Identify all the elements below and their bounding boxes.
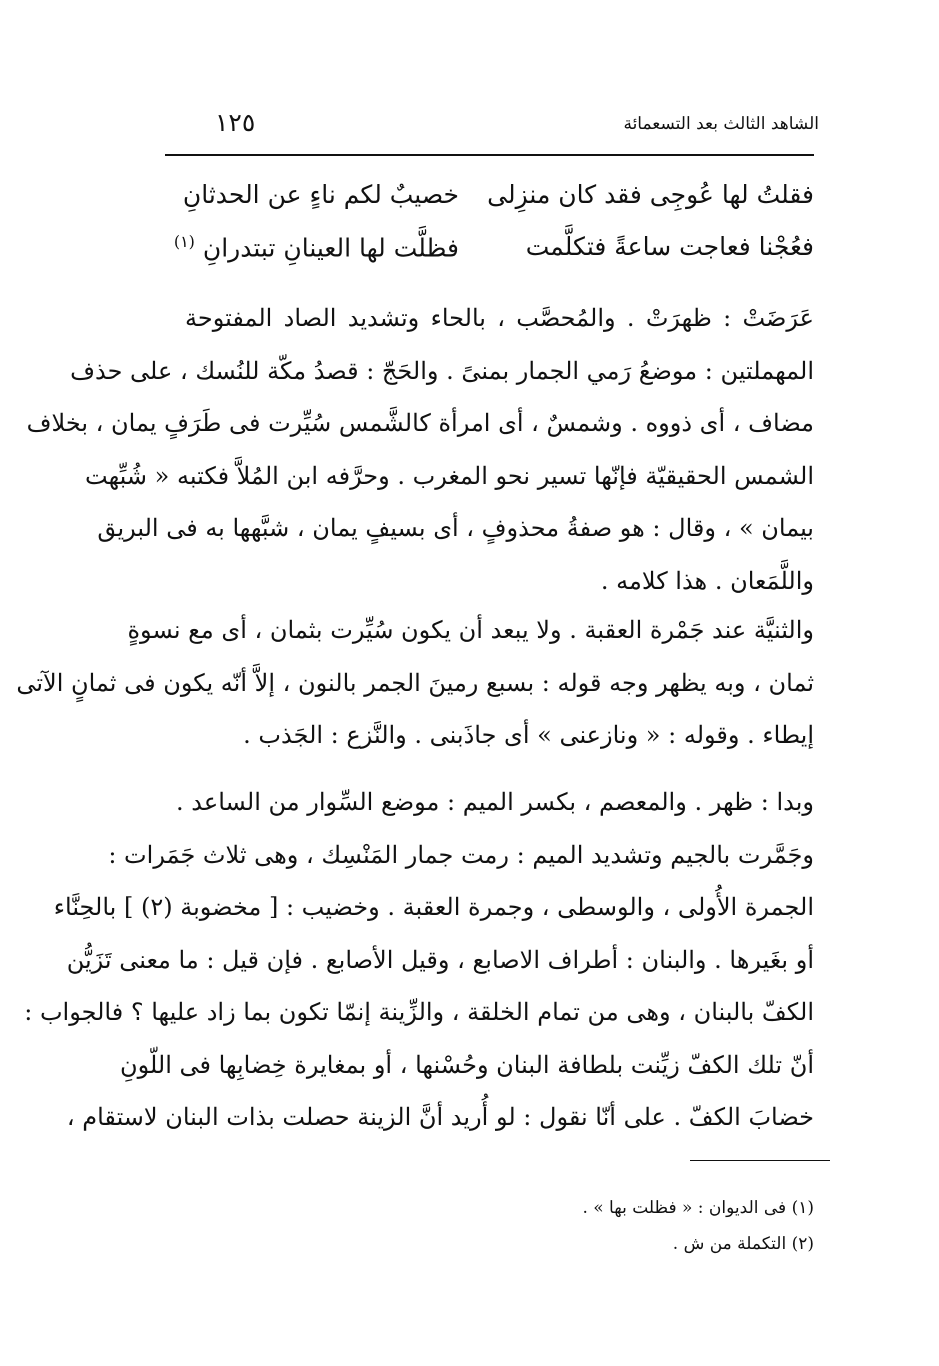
text-line: الشمس الحقيقيّة فإنّها تسير نحو المغرب . وحرَّفه ابن المُلاَّ فكتبه « شُبِّهت (85, 461, 814, 490)
text-line: عَرَضَتْ : ظهرَتْ . والمُحصَّب ، بالحاء وتشديد الصاد المفتوحة (185, 304, 814, 332)
text-line: إيطاء . وقوله : « ونازعنى » أى جاذَبنى . والنَّزع : الجَذب . (243, 721, 814, 749)
text-line: مضاف ، أى ذووه . وشمسٌ ، أى امرأة كالشَّمس سُيِّرت فى طَرَفٍ يمان ، بخلاف (26, 409, 814, 437)
footnote-ref: (١) (173, 232, 195, 251)
footnote-rule (690, 1160, 830, 1161)
page-header (185, 108, 819, 148)
text-line: والثنيَّة عند جَمْرة العقبة . ولا يبعد أن يكون سُيِّرت بثمان ، أى مع نسوةٍ (127, 616, 814, 644)
footnotes (582, 1190, 814, 1262)
first-hemistich: فعُجْنا فعاجت ساعةً فتكلَّمت (525, 232, 814, 261)
text-line: أو بغَيرها . والبنان : أطراف الاصابع ، وقيل الأصابع . فإن قيل : ما معنى تَزَيُّن (66, 945, 814, 974)
commentary-paragraph (24, 776, 814, 1144)
text-line: الجمرة الأُولى ، والوسطى ، وجمرة العقبة . وخضيب : [ مخضوبة (٢) ] بالحِنَّاء (53, 893, 814, 921)
text-line: الكفّ بالبنان ، وهى من تمام الخلقة ، والزِّينة إنمّا تكون بما زاد عليها ؟ فالجواب : (24, 998, 814, 1026)
page-number: ١٢٥ (215, 108, 256, 137)
text-line: بيمان » ، وقال : هو صفةُ محذوفٍ ، أى بسيفٍ يمان ، شبَّهها به فى البريق (97, 514, 814, 542)
verse-line (182, 180, 814, 224)
text-line: المهملتين : موضعُ رَمي الجمار بمنىً . والحَجّ : قصدُ مكّة للنُسك ، على حذف (70, 356, 814, 385)
commentary-paragraph (26, 292, 814, 607)
footnote: (١) فى الديوان : « فظلت بها » . (582, 1198, 814, 1218)
text-line: ثمان ، وبه يظهر وجه قوله : بسبع رمينَ الجمر بالنون ، إلاَّ أنّه يكون فى ثمانٍ الآتى (16, 668, 814, 697)
header-rule (165, 154, 814, 156)
running-title: الشاهد الثالث بعد التسعمائة (623, 114, 819, 134)
text-line: واللَّمَعان . هذا كلامه . (600, 566, 814, 595)
text-line: أنّ تلك الكفّ زيِّنت بلطافة البنان وحُسْنها ، أو بمغايرة خِضابِها فى اللّونِ (119, 1050, 814, 1079)
second-hemistich: فظلَّت لها العينانِ تبتدرانِ $^{(١)}$ (173, 232, 459, 263)
footnote: (٢) التكملة من ش . (672, 1234, 814, 1254)
text-line: وجَمَّرت بالجيم وتشديد الميم : رمت جمار المَنْسِك ، وهى ثلاث جَمَرات : (108, 840, 814, 869)
verse-line (173, 232, 814, 276)
commentary-paragraph (16, 604, 814, 762)
text-line: وبدا : ظهر . والمعصم ، بكسر الميم : موضع السِّوار من الساعد . (176, 788, 814, 816)
text-line: خضابَ الكفّ . على أنّا نقول : لو أُريد أنَّ الزينة حصلت بذات البنان لاستقام ، (66, 1103, 814, 1131)
first-hemistich: فقلتُ لها عُوجِى فقد كان منزِلى (487, 180, 814, 209)
second-hemistich: خصيبٌ لكم ناءٍ عن الحدثانِ (182, 180, 459, 209)
